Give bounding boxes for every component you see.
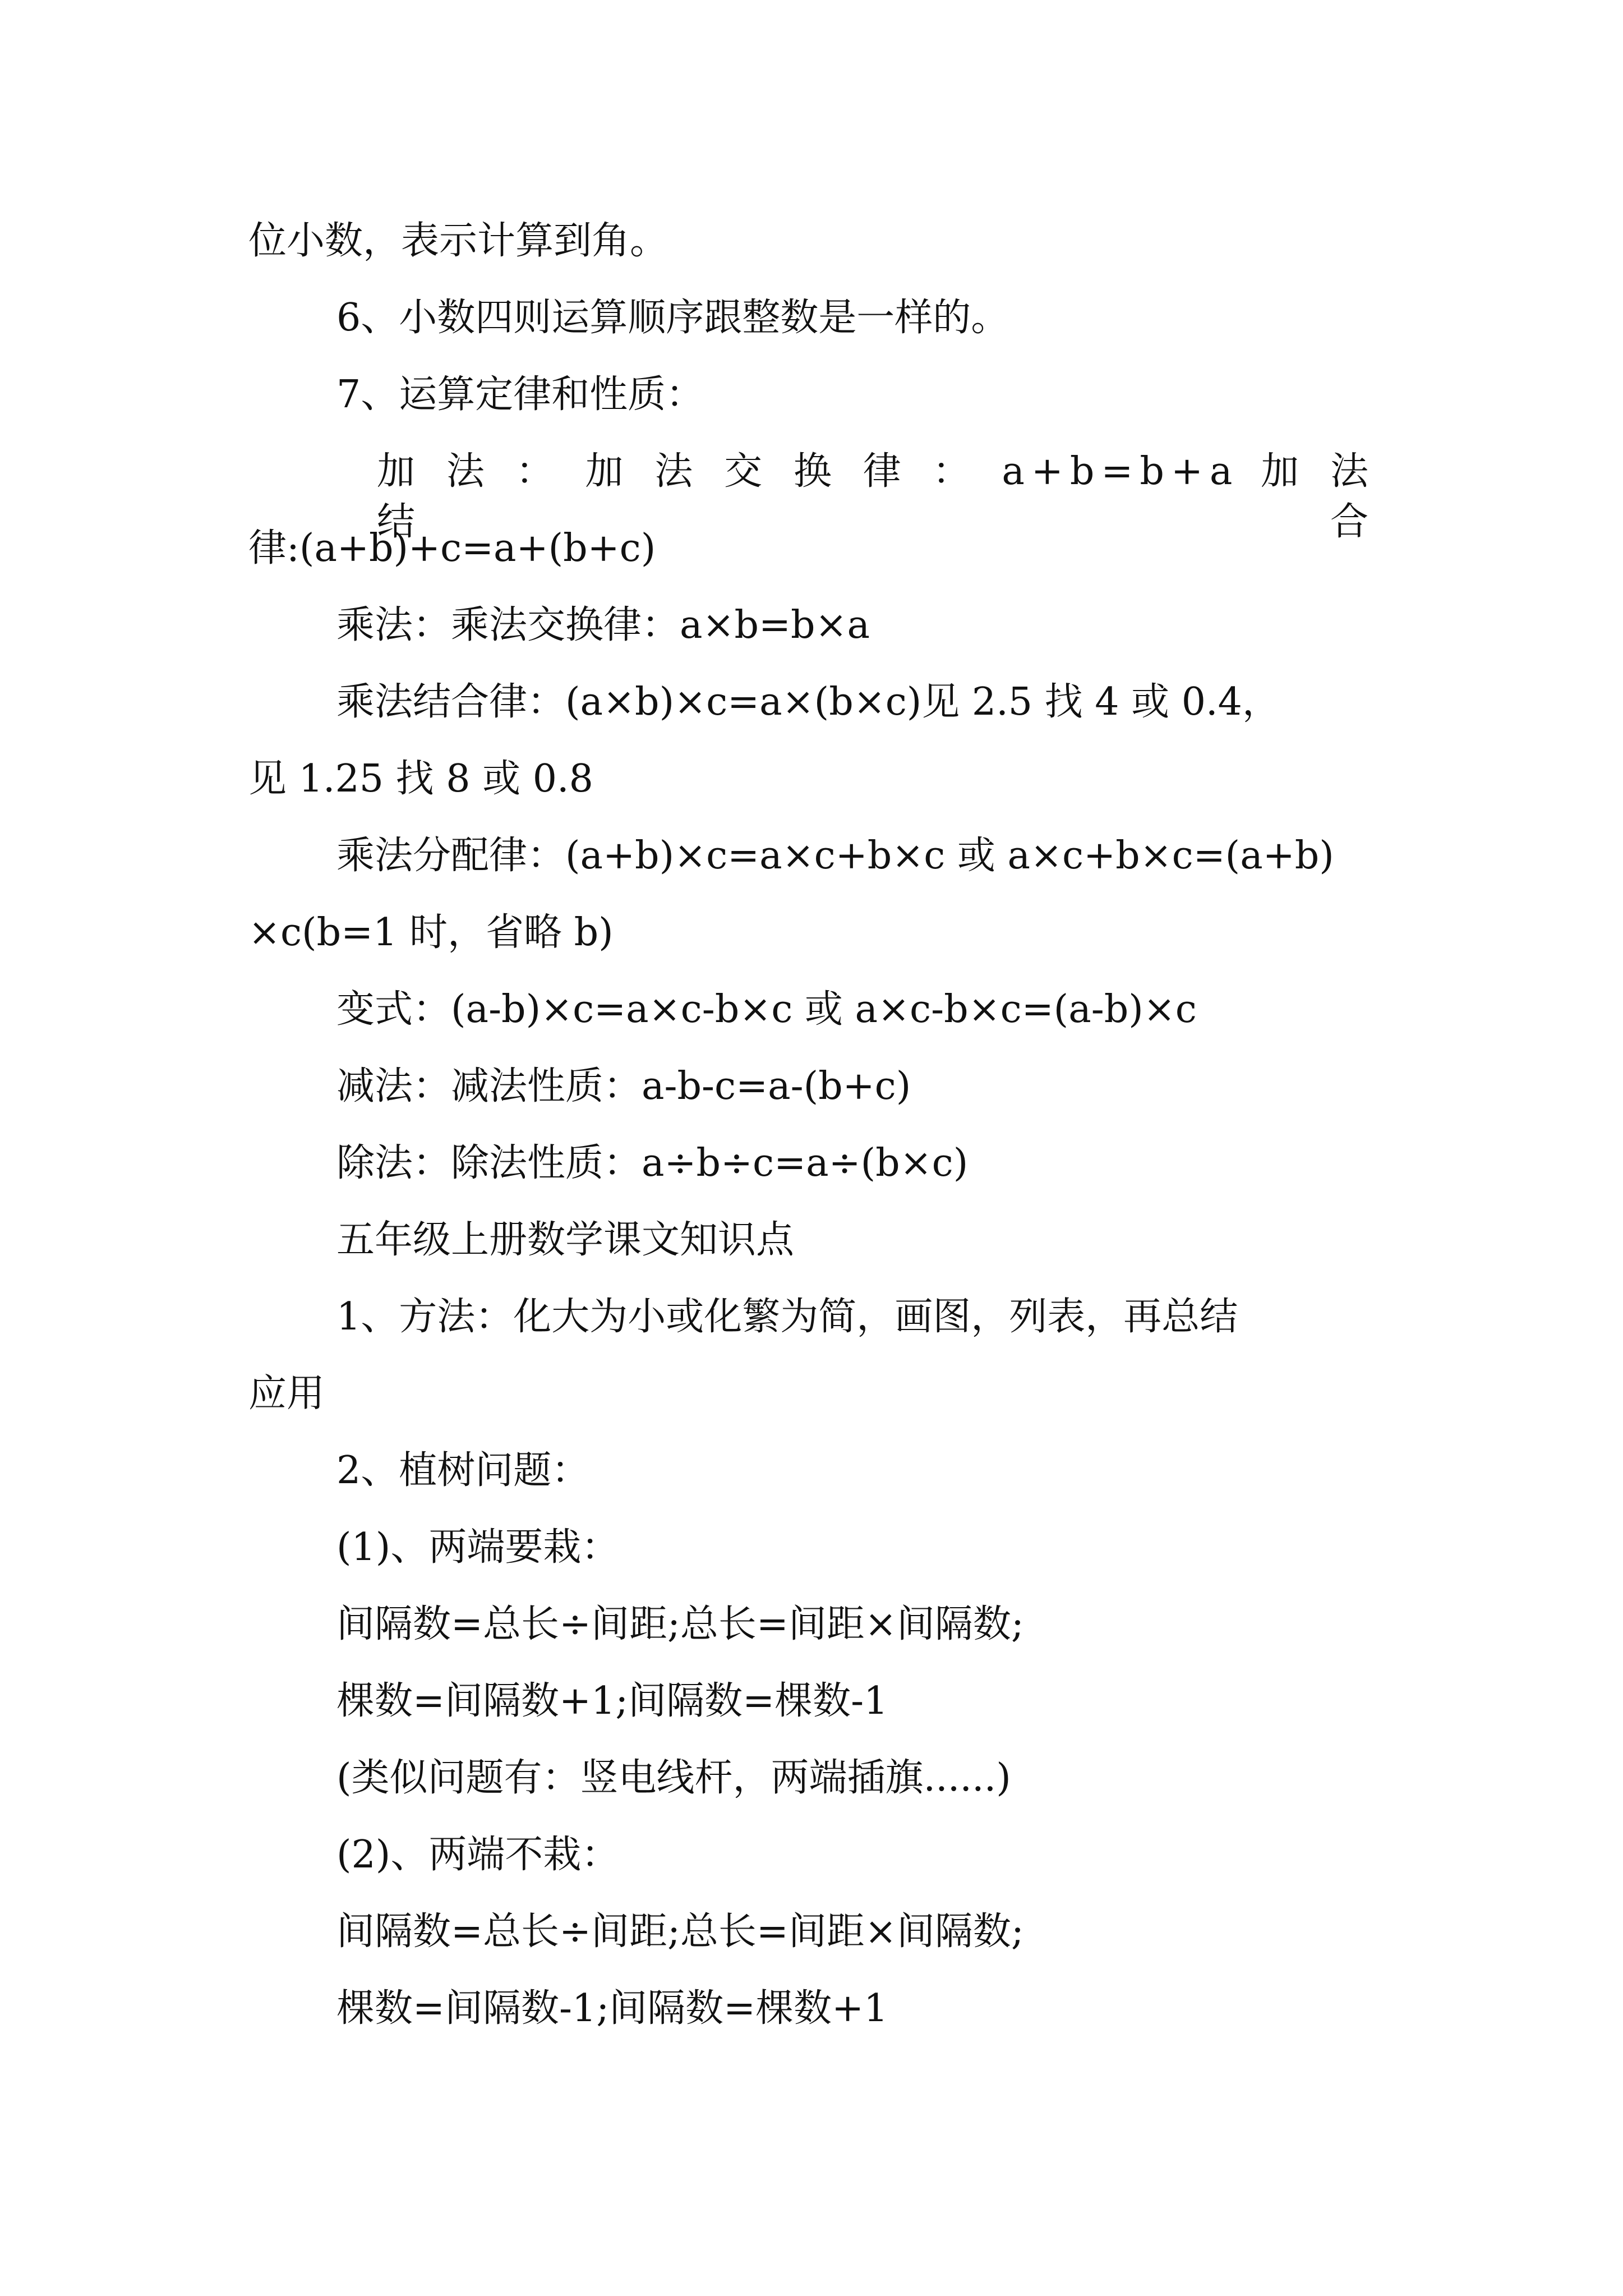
- text-line: 位小数，表示计算到角。: [248, 219, 668, 263]
- text-line: (类似问题有：竖电线杆，两端插旗......): [336, 1756, 1011, 1800]
- text-line: 1、方法：化大为小或化繁为简，画图，列表，再总结: [336, 1295, 1238, 1339]
- text-line: 律:(a+b)+c=a+(b+c): [248, 526, 656, 570]
- text-line: 乘法分配律：(a+b)×c=a×c+b×c 或 a×c+b×c=(a+b): [336, 834, 1334, 878]
- text-line: (2)、两端不栽：: [336, 1833, 620, 1877]
- text-line: 间隔数=总长÷间距;总长=间距×间隔数;: [336, 1602, 1024, 1646]
- text-line: 见 1.25 找 8 或 0.8: [248, 757, 593, 801]
- text-line: (1)、两端要栽：: [336, 1525, 620, 1570]
- text-line: 间隔数=总长÷间距;总长=间距×间隔数;: [336, 1910, 1024, 1954]
- text-line: 除法：除法性质：a÷b÷c=a÷(b×c): [336, 1141, 969, 1185]
- text-line: 减法：减法性质：a-b-c=a-(b+c): [336, 1064, 911, 1108]
- text-line: 乘法：乘法交换律：a×b=b×a: [336, 603, 870, 647]
- text-line: 2、植树问题：: [336, 1448, 590, 1493]
- text-line: 变式：(a-b)×c=a×c-b×c 或 a×c-b×c=(a-b)×c: [336, 987, 1197, 1032]
- text-line: 应用: [248, 1372, 325, 1416]
- text-line: 棵数=间隔数+1;间隔数=棵数-1: [336, 1679, 888, 1723]
- text-line: 7、运算定律和性质：: [336, 372, 704, 417]
- text-line: ×c(b=1 时，省略 b): [248, 910, 614, 955]
- text-line: 加 法 ： 加 法 交 换 律 ： a+b=b+a 加 法 结 合: [377, 449, 1375, 544]
- text-line: 乘法结合律：(a×b)×c=a×(b×c)见 2.5 找 4 或 0.4，: [336, 680, 1280, 724]
- text-line: 6、小数四则运算顺序跟整数是一样的。: [336, 296, 1009, 340]
- text-line: 棵数=间隔数-1;间隔数=棵数+1: [336, 1986, 888, 2031]
- section-heading: 五年级上册数学课文知识点: [336, 1218, 795, 1262]
